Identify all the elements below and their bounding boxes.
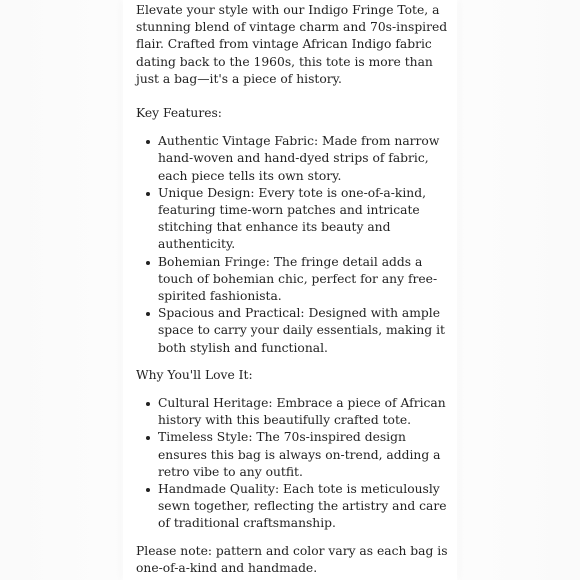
list-item: Cultural Heritage: Embrace a piece of African history with this beautifully crafted tote. <box>158 395 448 429</box>
note-paragraph: Please note: pattern and color vary as each bag is one-of-a-kind and handmade. <box>136 543 448 575</box>
list-item: Bohemian Fringe: The fringe detail adds a touch of bohemian chic, perfect for any free-spirited fashionista. <box>158 254 448 306</box>
why-love-it-list <box>136 395 448 533</box>
list-item: Timeless Style: The 70s-inspired design ensures this bag is always on-trend, adding a retro vibe to any outfit. <box>158 429 448 481</box>
list-item: Unique Design: Every tote is one-of-a-kind, featuring time-worn patches and intricate stitching that enhance its beauty and authenticity. <box>158 185 448 254</box>
key-features-heading: Key Features: <box>136 106 222 121</box>
key-features-list <box>136 133 448 357</box>
list-item: Spacious and Practical: Designed with ample space to carry your daily essentials, making it both stylish and functional. <box>158 305 448 357</box>
list-item: Authentic Vintage Fabric: Made from narrow hand-woven and hand-dyed strips of fabric, each piece tells its own story. <box>158 133 448 185</box>
intro-paragraph: Elevate your style with our Indigo Fringe Tote, a stunning blend of vintage charm and 70s-inspired flair. Crafted from vintage African Indigo fabric dating back to the 1960s, this tote is more than just a bag—it's a piece of history. <box>136 3 448 86</box>
product-description <box>136 2 448 577</box>
why-love-it-heading: Why You'll Love It: <box>136 367 253 382</box>
list-item: Handmade Quality: Each tote is meticulously sewn together, reflecting the artistry and care of traditional craftsmanship. <box>158 481 448 533</box>
